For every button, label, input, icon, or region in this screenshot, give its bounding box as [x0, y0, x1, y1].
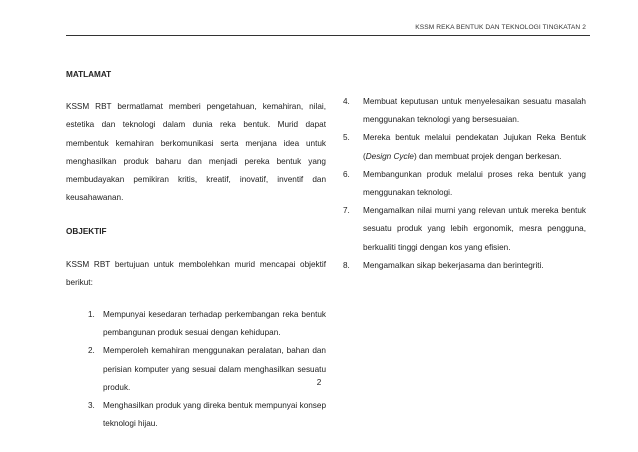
page-number: 2 [316, 378, 322, 387]
list-item [343, 93, 586, 129]
list-item [343, 166, 586, 202]
list-item-number: 6. [343, 169, 350, 179]
list-item-number: 8. [343, 260, 350, 270]
list-item-text: Mempunyai kesedaran terhadap perkembangan reka bentuk pembangunan produk sesuai dengan kehidupan. [103, 310, 326, 338]
objektif-heading: OBJEKTIF [66, 227, 107, 237]
list-item-number: 2. [88, 346, 95, 356]
header-rule [66, 35, 590, 36]
list-item-number: 7. [343, 206, 350, 216]
list-item [343, 129, 586, 165]
list-item-text: Memperoleh kemahiran menggunakan peralatan, bahan dan perisian komputer yang sesuai dalam menghasilkan sesuatu produk. [103, 346, 326, 392]
matlamat-paragraph: KSSM RBT bermatlamat memberi pengetahuan, kemahiran, nilai, estetika dan teknologi dalam dunia reka bentuk. Murid dapat membentuk kemahiran berkomunikasi serta menjana idea untuk menghasilkan produk baharu dan menjadi pereka bentuk yang membudayakan pemikiran kritis, kreatif, inovatif, inventif dan keusahawanan. [66, 102, 326, 203]
list-item-number: 5. [343, 133, 350, 143]
matlamat-heading: MATLAMAT [66, 70, 112, 79]
list-item [88, 306, 326, 342]
objektif-intro: KSSM RBT bertujuan untuk membolehkan murid mencapai objektif berikut: [66, 259, 326, 287]
list-item-text: Mengamalkan nilai murni yang relevan untuk mereka bentuk sesuatu produk yang lebih ergonomik, mesra pengguna, berkualiti tinggi dengan kos yang efisien. [363, 206, 586, 252]
list-item-text: Mengamalkan sikap bekerjasama dan berintegriti. [363, 260, 544, 270]
list-item [88, 397, 326, 433]
objektif-list-continued [343, 93, 586, 275]
list-item-text-post: ) dan membuat projek dengan berkesan. [413, 151, 562, 161]
list-item-number: 3. [88, 401, 95, 411]
list-item-text: Membangunkan produk melalui proses reka bentuk yang menggunakan teknologi. [363, 169, 586, 198]
list-item-text-italic: Design Cycle [365, 151, 414, 161]
running-header: KSSM REKA BENTUK DAN TEKNOLOGI TINGKATAN 2 [415, 24, 586, 31]
list-item-text: Menghasilkan produk yang direka bentuk mempunyai konsep teknologi hijau. [103, 401, 326, 429]
list-item [343, 202, 586, 257]
objektif-list [88, 306, 326, 433]
list-item-number: 1. [88, 310, 95, 320]
list-item [88, 342, 326, 397]
list-item-text: Membuat keputusan untuk menyelesaikan sesuatu masalah menggunakan teknologi yang bersesuaian. [363, 97, 586, 125]
list-item-number: 4. [343, 97, 350, 106]
right-column [343, 66, 586, 275]
list-item [343, 257, 586, 275]
list-item-text-pre: Mereka bentuk melalui pendekatan Jujukan Reka Bentuk ( [363, 133, 586, 161]
